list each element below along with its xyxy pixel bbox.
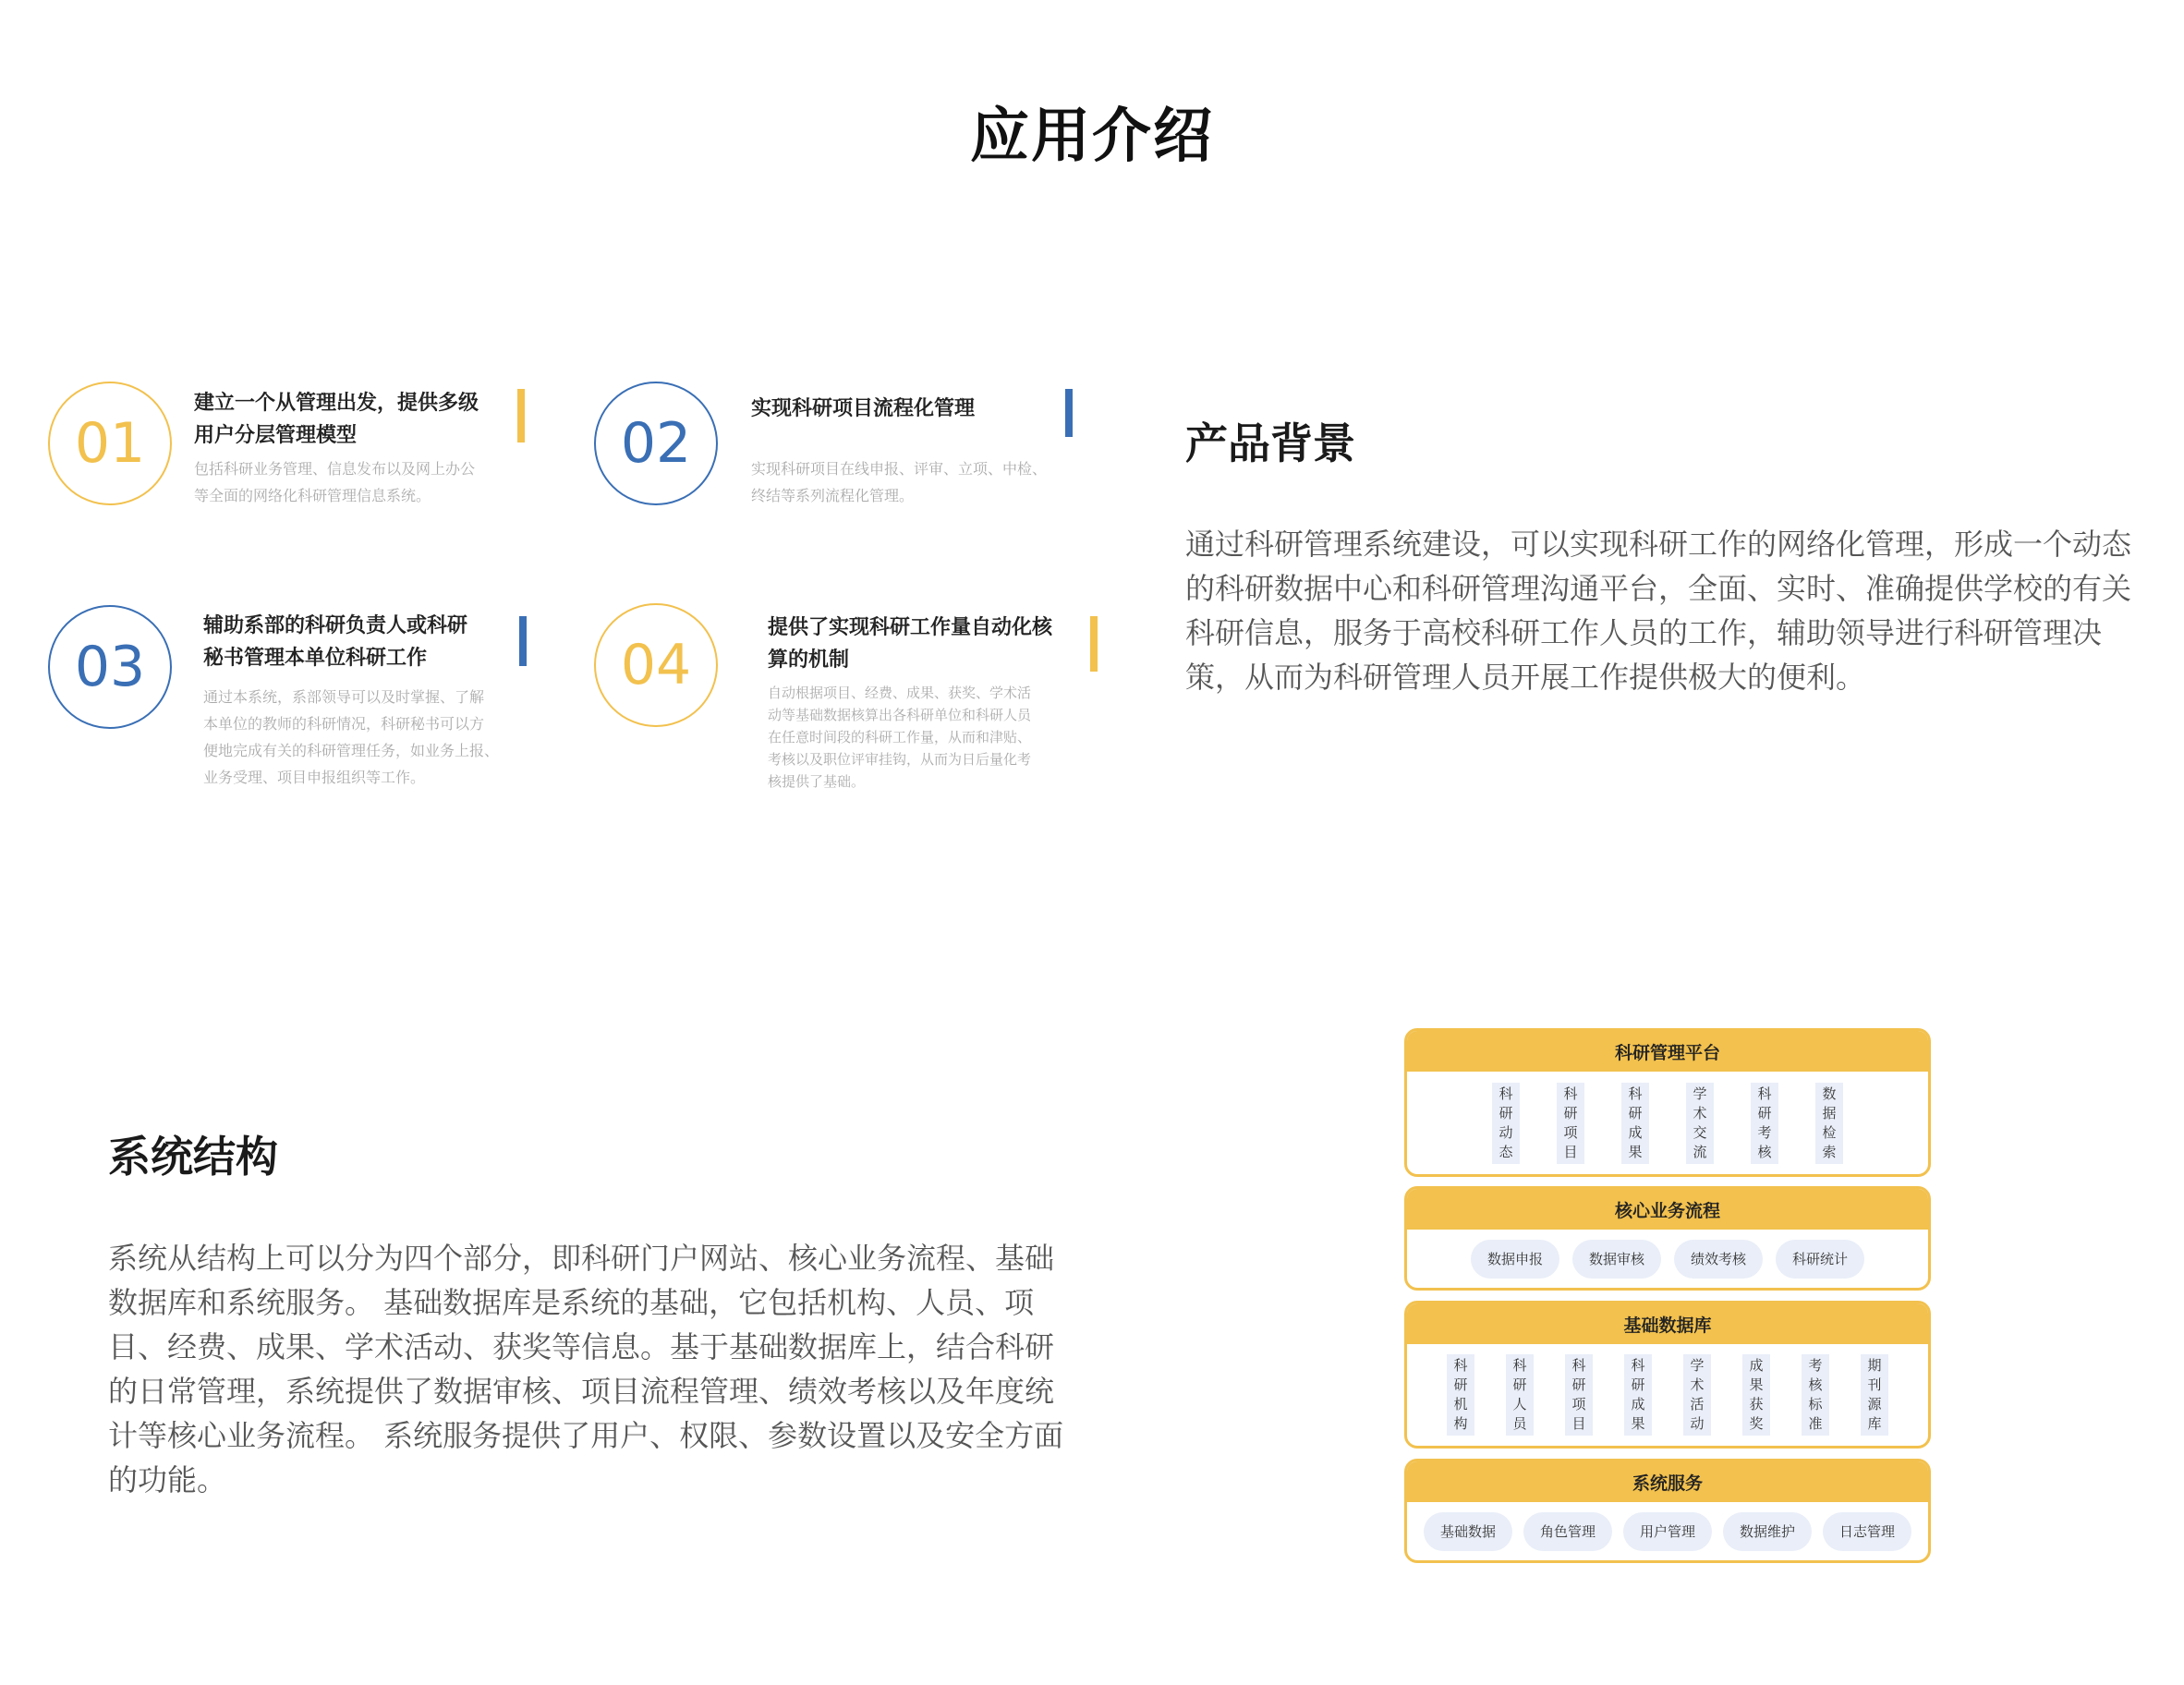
database-item: 期 刊 源 库: [1861, 1354, 1888, 1436]
feature-desc-04: 自动根据项目、经费、成果、获奖、学术活 动等基础数据核算出各科研单位和科研人员 在任意时间段的科研工作量，从而和津贴、 考核以及职位评审挂钩，从而为日后量化考 核提供了基础。: [768, 685, 1032, 790]
database-item: 考 核 标 准: [1802, 1354, 1829, 1436]
layer-database: [1404, 1301, 1931, 1449]
platform-item: 科 研 项 目: [1557, 1083, 1584, 1164]
structure-heading: 系统结构: [108, 1132, 278, 1182]
feature-number-02: 02: [594, 382, 718, 505]
layer-core-title: 核心业务流程: [1407, 1189, 1928, 1230]
database-item: 科 研 机 构: [1447, 1354, 1474, 1436]
feature-title-04: 提供了实现科研工作量自动化核 算的机制: [768, 616, 1053, 672]
feature-bar-04: [1090, 616, 1098, 672]
layer-service: [1404, 1459, 1931, 1563]
platform-item: 科 研 成 果: [1621, 1083, 1649, 1164]
feature-01: [48, 382, 528, 511]
database-item: 科 研 成 果: [1624, 1354, 1652, 1436]
service-item: 日志管理: [1823, 1512, 1911, 1551]
feature-bar-03: [519, 616, 527, 666]
service-item: 数据维护: [1723, 1512, 1812, 1551]
service-item: 基础数据: [1424, 1512, 1512, 1551]
layer-platform-items: [1407, 1072, 1928, 1174]
core-item: 科研统计: [1776, 1240, 1864, 1279]
feature-03: [48, 605, 538, 799]
database-item: 学 术 活 动: [1683, 1354, 1711, 1436]
feature-desc-01: 包括科研业务管理、信息发布以及网上办公 等全面的网络化科研管理信息系统。: [194, 460, 476, 504]
feature-bar-01: [517, 389, 525, 442]
feature-title-01: 建立一个从管理出发，提供多级 用户分层管理模型: [194, 392, 479, 447]
feature-title-02: 实现科研项目流程化管理: [751, 397, 976, 420]
feature-number-04: 04: [594, 603, 718, 727]
layer-database-title: 基础数据库: [1407, 1303, 1928, 1344]
background-body: 通过科研管理系统建设，可以实现科研工作的网络化管理，形成一个动态 的科研数据中心和科研管理沟通平台，全面、实时、准确提供学校的有关 科研信息，服务于高校科研工作人员的工作，辅助领导进行科研管理决 策，从而为科研管理人员开展工作提供极大的便利。: [1185, 527, 2132, 695]
feature-bar-02: [1065, 389, 1073, 437]
feature-04: [594, 603, 1107, 806]
background-heading: 产品背景: [1185, 418, 1355, 468]
feature-desc-03: 通过本系统，系部领导可以及时掌握、了解 本单位的教师的科研情况，科研秘书可以方 便地完成有关的科研管理任务，如业务上报、 业务受理、项目申报组织等工作。: [203, 688, 500, 786]
layer-service-title: 系统服务: [1407, 1461, 1928, 1502]
core-item: 数据申报: [1471, 1240, 1559, 1279]
core-item: 数据审核: [1572, 1240, 1661, 1279]
feature-desc-02: 实现科研项目在线申报、评审、立项、中检、 终结等系列流程化管理。: [751, 460, 1048, 504]
database-item: 成 果 获 奖: [1742, 1354, 1770, 1436]
database-item: 科 研 人 员: [1506, 1354, 1534, 1436]
layer-database-items: [1407, 1344, 1928, 1446]
layer-core-items: [1407, 1230, 1928, 1288]
service-item: 用户管理: [1623, 1512, 1712, 1551]
layer-platform-title: 科研管理平台: [1407, 1031, 1928, 1072]
layer-service-items: [1407, 1502, 1928, 1560]
core-item: 绩效考核: [1674, 1240, 1763, 1279]
platform-item: 数 据 检 索: [1815, 1083, 1843, 1164]
structure-body: 系统从结构上可以分为四个部分，即科研门户网站、核心业务流程、基础 数据库和系统服务。 基础数据库是系统的基础，它包括机构、人员、项 目、经费、成果、学术活动、获奖等信息。基于基础数据库上，结合科研 的日常管理，系统提供了数据审核、项目流程管理、绩效考核以及年度统 计等核心业务流程。 系统服务提供了用户、权限、参数设置以及安全方面 的功能。: [108, 1241, 1064, 1497]
feature-title-03: 辅助系部的科研负责人或科研 秘书管理本单位科研工作: [203, 614, 468, 670]
feature-number-03: 03: [48, 605, 172, 729]
page-title: 应用介绍: [970, 103, 1214, 171]
platform-item: 学 术 交 流: [1686, 1083, 1714, 1164]
feature-number-01: 01: [48, 382, 172, 505]
platform-item: 科 研 动 态: [1492, 1083, 1520, 1164]
layer-platform: [1404, 1028, 1931, 1177]
database-item: 科 研 项 目: [1565, 1354, 1593, 1436]
service-item: 角色管理: [1523, 1512, 1612, 1551]
platform-item: 科 研 考 核: [1751, 1083, 1778, 1164]
feature-02: [594, 382, 1093, 511]
layer-core: [1404, 1186, 1931, 1291]
